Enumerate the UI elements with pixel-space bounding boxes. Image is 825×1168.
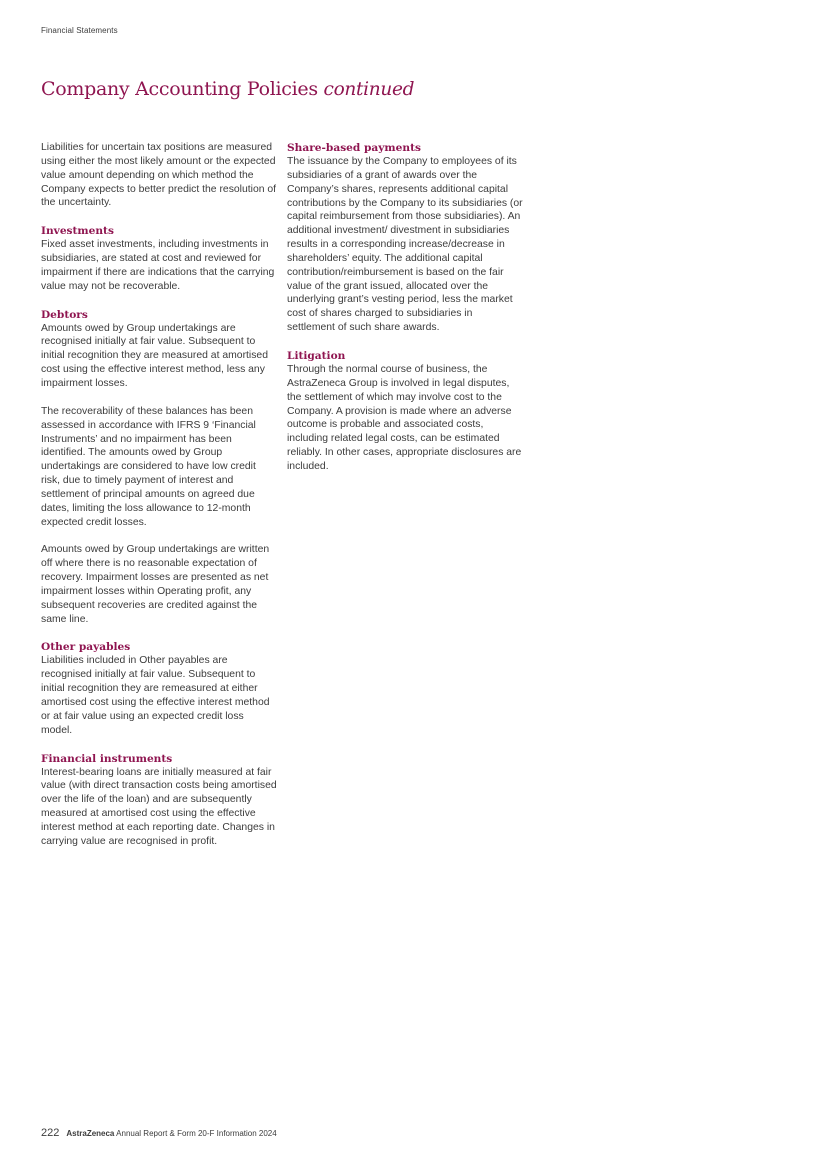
investments-heading: Investments: [41, 225, 114, 238]
footer-report-title: Annual Report & Form 20-F Information 2024: [116, 1129, 277, 1138]
financial-instruments-heading: Financial instruments: [41, 752, 173, 765]
debtors-paragraph-2: The recoverability of these balances has been assessed in accordance with IFRS 9 ‘Financial Instruments’ and no impairment has been identified. The amounts owed by Group undertakings are considered to have low credit risk, due to timely payment of interest and settlement of principal amounts on agreed due dates, limiting the loss allowance to 12-month expected credit losses.: [41, 405, 256, 528]
left-column: [41, 141, 277, 863]
other-payables-heading: Other payables: [41, 641, 131, 654]
debtors-paragraph-1: Amounts owed by Group undertakings are recognised initially at fair value. Subsequent to initial recognition they are measured at amortised cost using the effective interest method, less any impairment losses.: [41, 322, 268, 389]
litigation-paragraph: Through the normal course of business, the AstraZeneca Group is involved in legal disputes, the settlement of which may involve cost to the Company. A provision is made where an adverse outcome is probable and associated costs, including related legal costs, can be estimated reliably. In other cases, appropriate disclosures are included.: [287, 363, 522, 472]
page-title-text: Company Accounting Policies: [41, 78, 318, 100]
share-based-payments-heading: Share-based payments: [287, 142, 421, 154]
page-title: [41, 78, 414, 100]
debtors-heading: Debtors: [41, 308, 88, 321]
section-label: Financial Statements: [41, 26, 118, 35]
other-payables-paragraph: Liabilities included in Other payables are recognised initially at fair value. Subsequent to initial recognition they are remeasured at either amortised cost using the effective interest method or at fair value using an expected credit loss model.: [41, 655, 270, 736]
footer-brand: AstraZeneca: [66, 1129, 115, 1138]
litigation-heading: Litigation: [287, 349, 346, 362]
page-footer: [41, 1127, 277, 1139]
right-column: [287, 141, 523, 488]
share-based-payments-paragraph: The issuance by the Company to employees of its subsidiaries of a grant of awards over the Company’s shares, represents additional capital contributions by the Company to its subsidiaries (or capital reimbursement from those subsidiaries). An additional investment/ divestment in subsidiaries results in a corresponding increase/decrease in shareholders’ equity. The additional capital contribution/reimbursement is based on the fair value of the grant issued, allocated over the underlying grant’s vesting period, less the market cost of shares charged to subsidiaries in settlement of such share awards.: [287, 156, 523, 334]
page-title-suffix: continued: [323, 79, 415, 100]
uncertain-tax-paragraph: Liabilities for uncertain tax positions are measured using either the most likely amount or the expected value amount depending on which method the Company expects to better predict the resolution of the uncertainty.: [41, 142, 277, 209]
debtors-paragraph-3: Amounts owed by Group undertakings are written off where there is no reasonable expectation of recovery. Impairment losses are presented as net impairment losses within Operating profit, any subsequent recoveries are credited against the same line.: [41, 544, 270, 625]
financial-instruments-paragraph: Interest-bearing loans are initially measured at fair value (with direct transaction costs being amortised over the life of the loan) and are subsequently measured at amortised cost using the effective interest method at each reporting date. Changes in carrying value are recognised in profit.: [41, 766, 277, 847]
page-number: 222: [41, 1127, 60, 1139]
investments-paragraph: Fixed asset investments, including investments in subsidiaries, are stated at cost and reviewed for impairment if there are indications that the carrying value may not be recoverable.: [41, 239, 275, 292]
